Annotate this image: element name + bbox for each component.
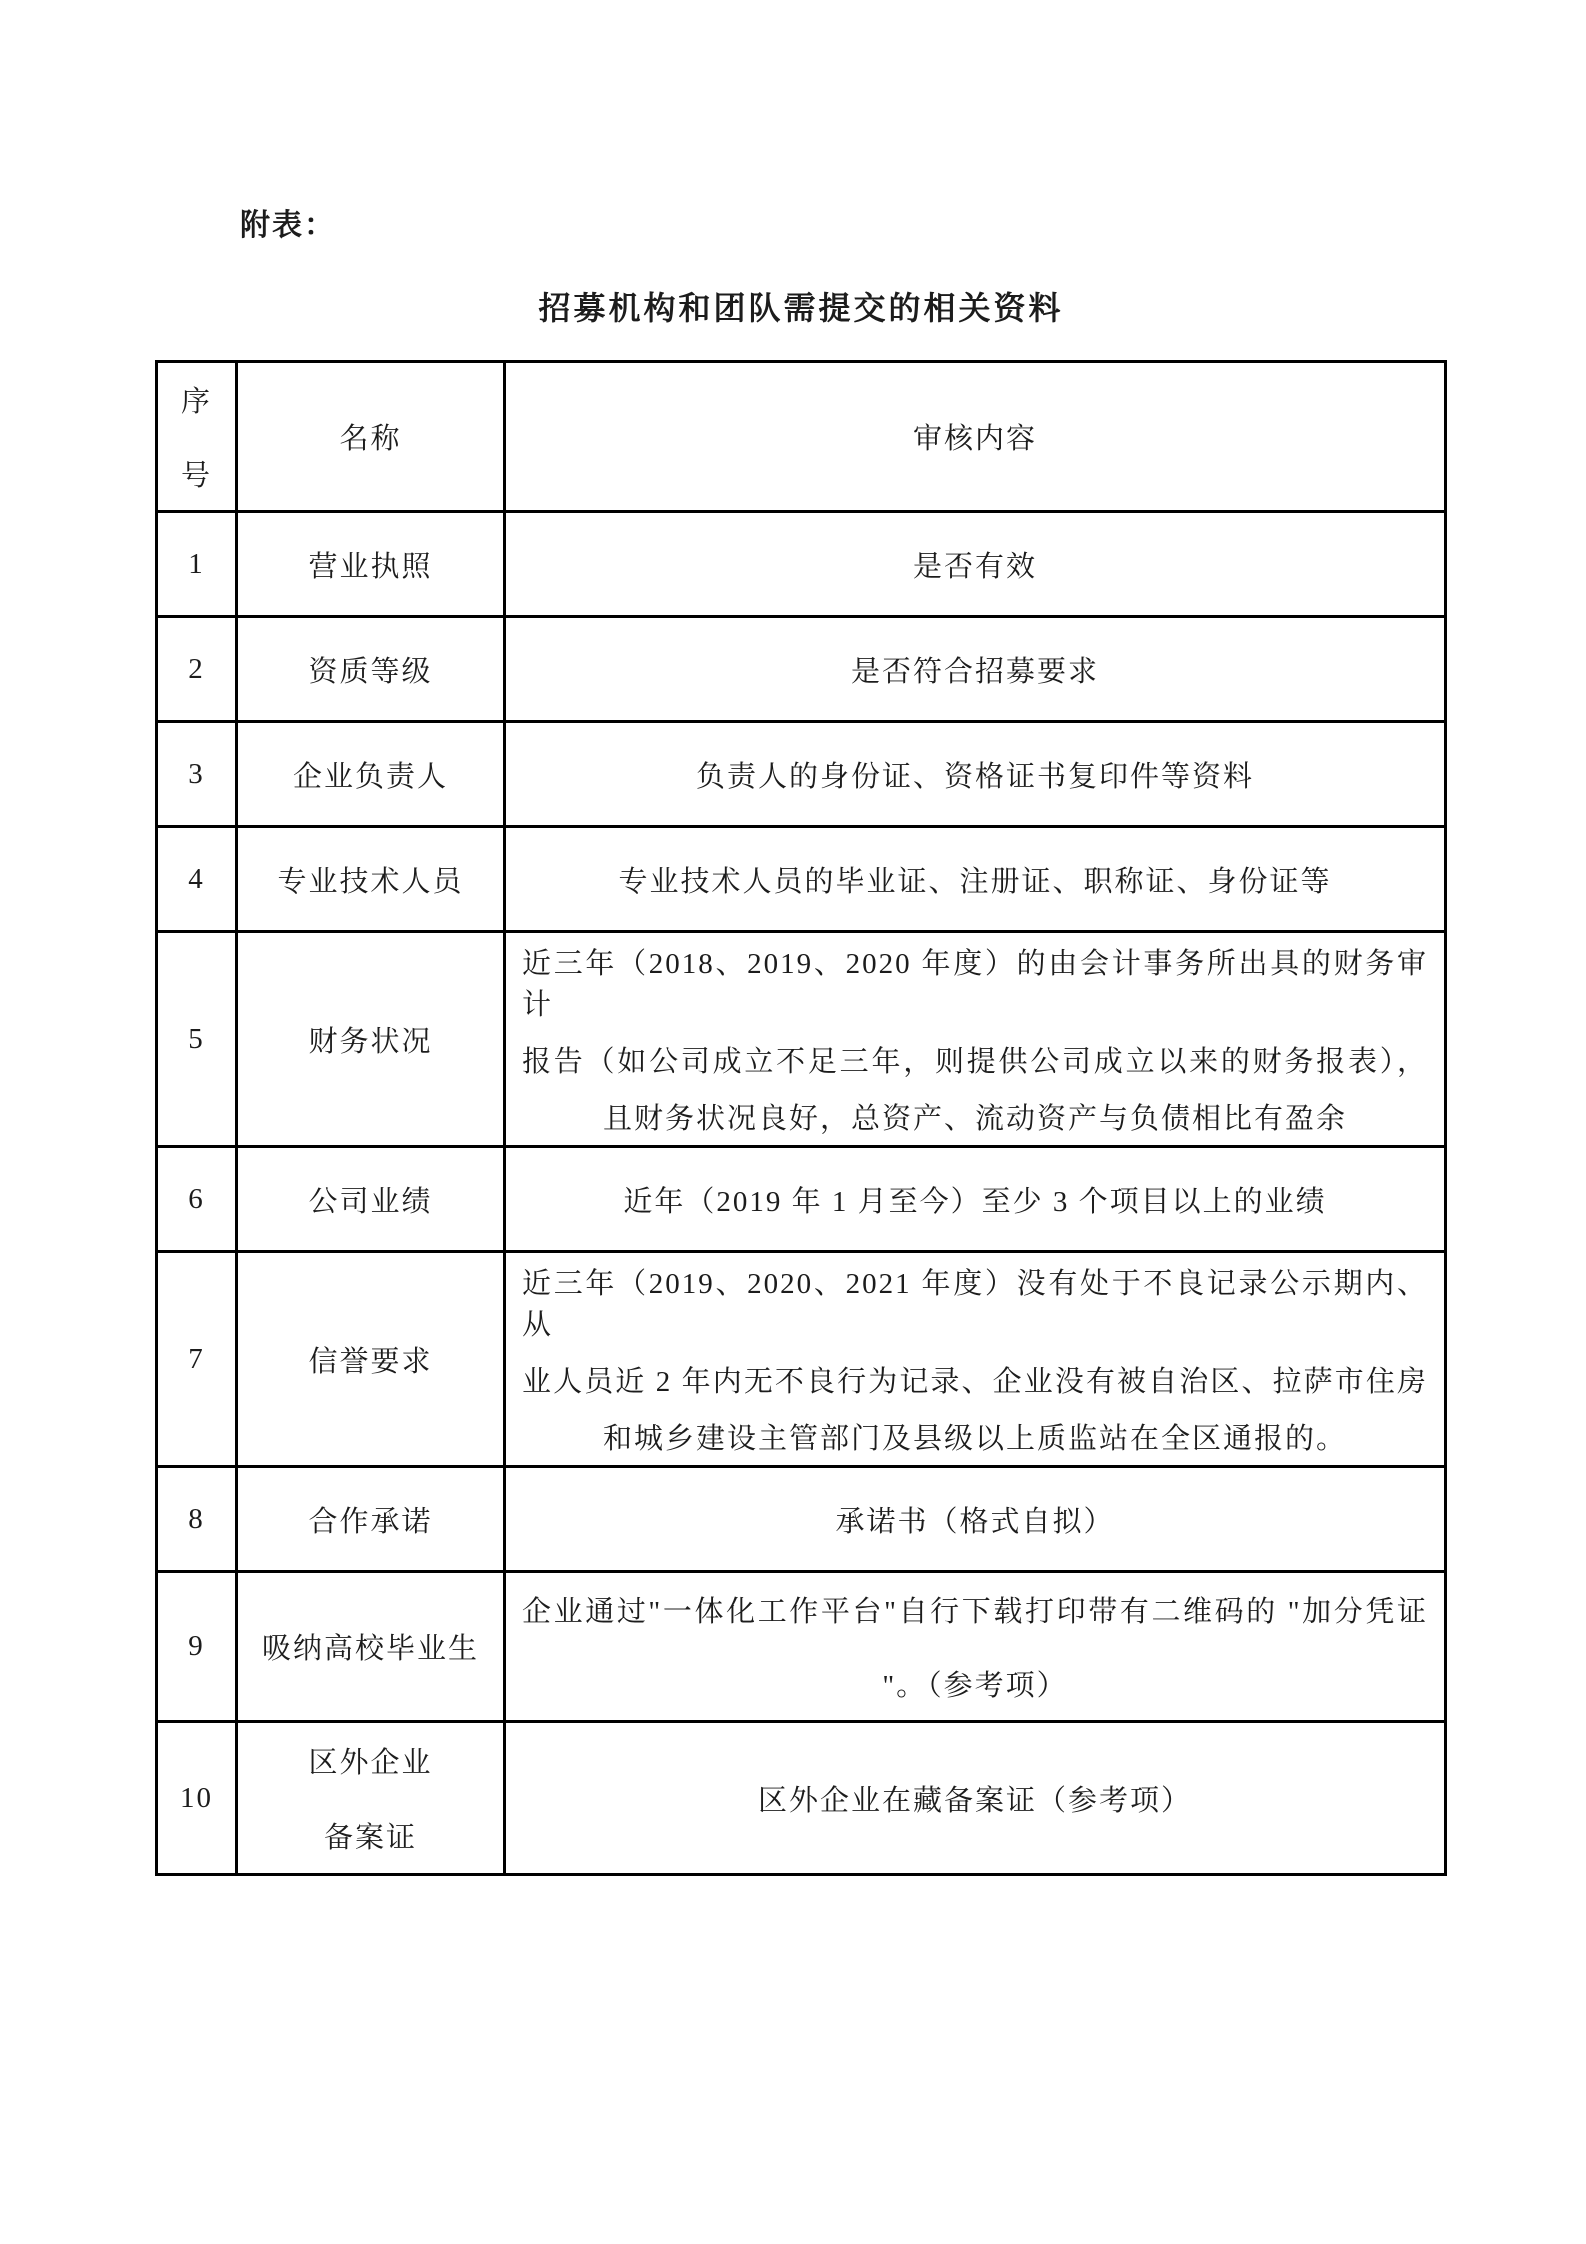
row-index-value: 2 bbox=[188, 652, 205, 685]
row-content-cell bbox=[506, 828, 1444, 930]
table-row bbox=[158, 1253, 1444, 1468]
row-name-line: 资质等级 bbox=[308, 655, 433, 688]
table-row bbox=[158, 1723, 1444, 1873]
row-content-cell bbox=[506, 513, 1444, 615]
row-content-line: 报告（如公司成立不足三年，则提供公司成立以来的财务报表）， bbox=[522, 1046, 1428, 1078]
row-content-line: 专业技术人员的毕业证、注册证、职称证、身份证等 bbox=[618, 865, 1332, 898]
row-content-line: 和城乡建设主管部门及县级以上质监站在全区通报的。 bbox=[602, 1423, 1347, 1455]
header-index-char-bottom: 号 bbox=[180, 459, 212, 492]
row-content-cell bbox=[506, 1573, 1444, 1720]
table-row bbox=[158, 1148, 1444, 1253]
row-name-line: 吸纳高校毕业生 bbox=[261, 1633, 479, 1665]
row-index-cell bbox=[158, 1253, 238, 1465]
row-content-line: 是否有效 bbox=[912, 550, 1037, 583]
row-index-value: 6 bbox=[188, 1182, 205, 1215]
header-content-label: 审核内容 bbox=[912, 423, 1037, 455]
row-content-cell bbox=[506, 1148, 1444, 1250]
row-content-cell bbox=[506, 1468, 1444, 1570]
row-content-line: 负责人的身份证、资格证书复印件等资料 bbox=[695, 760, 1254, 793]
row-index-value: 7 bbox=[188, 1342, 205, 1375]
header-name-label: 名称 bbox=[339, 423, 402, 455]
row-content-line: "。（参考项） bbox=[882, 1669, 1068, 1702]
row-content-line: 近三年（2018、2019、2020 年度）的由会计事务所出具的财务审计 bbox=[522, 948, 1428, 1021]
row-name-line: 营业执照 bbox=[308, 550, 433, 583]
row-name-line: 公司业绩 bbox=[308, 1185, 433, 1218]
row-name-cell bbox=[238, 828, 506, 930]
row-content-cell bbox=[506, 723, 1444, 825]
row-index-value: 3 bbox=[188, 757, 205, 790]
row-index-cell bbox=[158, 1468, 238, 1570]
row-index-value: 8 bbox=[188, 1502, 205, 1535]
header-index-char-top: 序 bbox=[180, 386, 212, 419]
table-row bbox=[158, 513, 1444, 618]
row-name-line: 备案证 bbox=[323, 1822, 417, 1854]
attachment-label: 附表： bbox=[240, 209, 336, 242]
row-name-cell bbox=[238, 1468, 506, 1570]
row-name-cell bbox=[238, 618, 506, 720]
row-name-line: 合作承诺 bbox=[308, 1505, 433, 1538]
materials-table bbox=[155, 360, 1447, 1876]
row-content-line: 是否符合招募要求 bbox=[850, 655, 1099, 688]
row-content-cell bbox=[506, 1253, 1444, 1465]
row-content-line: 近年（2019 年 1 月至今）至少 3 个项目以上的业绩 bbox=[623, 1185, 1327, 1218]
row-content-cell bbox=[506, 618, 1444, 720]
row-index-cell bbox=[158, 618, 238, 720]
table-row bbox=[158, 618, 1444, 723]
row-content-cell bbox=[506, 1723, 1444, 1873]
row-name-cell bbox=[238, 1253, 506, 1465]
row-content-line: 企业通过"一体化工作平台"自行下载打印带有二维码的 "加分凭证 bbox=[522, 1596, 1428, 1629]
row-name-line: 企业负责人 bbox=[292, 760, 448, 793]
row-name-line: 信誉要求 bbox=[308, 1345, 433, 1378]
row-content-cell bbox=[506, 933, 1444, 1145]
row-name-cell bbox=[238, 1723, 506, 1873]
table-row bbox=[158, 723, 1444, 828]
table-row bbox=[158, 1573, 1444, 1723]
row-index-cell bbox=[158, 1148, 238, 1250]
table-row bbox=[158, 828, 1444, 933]
row-content-line: 近三年（2019、2020、2021 年度）没有处于不良记录公示期内、从 bbox=[522, 1268, 1428, 1341]
row-name-cell bbox=[238, 513, 506, 615]
header-cell-content bbox=[506, 363, 1444, 510]
row-name-line: 财务状况 bbox=[308, 1025, 433, 1058]
row-name-line: 专业技术人员 bbox=[277, 865, 464, 898]
row-index-cell bbox=[158, 933, 238, 1145]
row-index-cell bbox=[158, 1723, 238, 1873]
row-name-cell bbox=[238, 1148, 506, 1250]
row-name-cell bbox=[238, 723, 506, 825]
row-index-value: 5 bbox=[188, 1022, 205, 1055]
header-cell-index bbox=[158, 363, 238, 510]
table-header-row bbox=[158, 363, 1444, 513]
row-name-line: 区外企业 bbox=[308, 1747, 433, 1779]
row-index-value: 1 bbox=[188, 547, 205, 580]
table-row bbox=[158, 933, 1444, 1148]
row-content-line: 业人员近 2 年内无不良行为记录、企业没有被自治区、拉萨市住房 bbox=[522, 1366, 1428, 1398]
row-name-cell bbox=[238, 1573, 506, 1720]
row-content-line: 区外企业在藏备案证（参考项） bbox=[757, 1784, 1192, 1817]
table-row bbox=[158, 1468, 1444, 1573]
row-name-cell bbox=[238, 933, 506, 1145]
row-index-cell bbox=[158, 828, 238, 930]
header-cell-name bbox=[238, 363, 506, 510]
row-content-line: 且财务状况良好，总资产、流动资产与负债相比有盈余 bbox=[602, 1103, 1347, 1135]
row-index-cell bbox=[158, 723, 238, 825]
row-content-line: 承诺书（格式自拟） bbox=[835, 1505, 1115, 1538]
row-index-cell bbox=[158, 513, 238, 615]
page-title: 招募机构和团队需提交的相关资料 bbox=[538, 290, 1064, 326]
row-index-value: 9 bbox=[188, 1630, 205, 1662]
row-index-value: 4 bbox=[188, 862, 205, 895]
row-index-cell bbox=[158, 1573, 238, 1720]
row-index-value: 10 bbox=[180, 1781, 213, 1814]
